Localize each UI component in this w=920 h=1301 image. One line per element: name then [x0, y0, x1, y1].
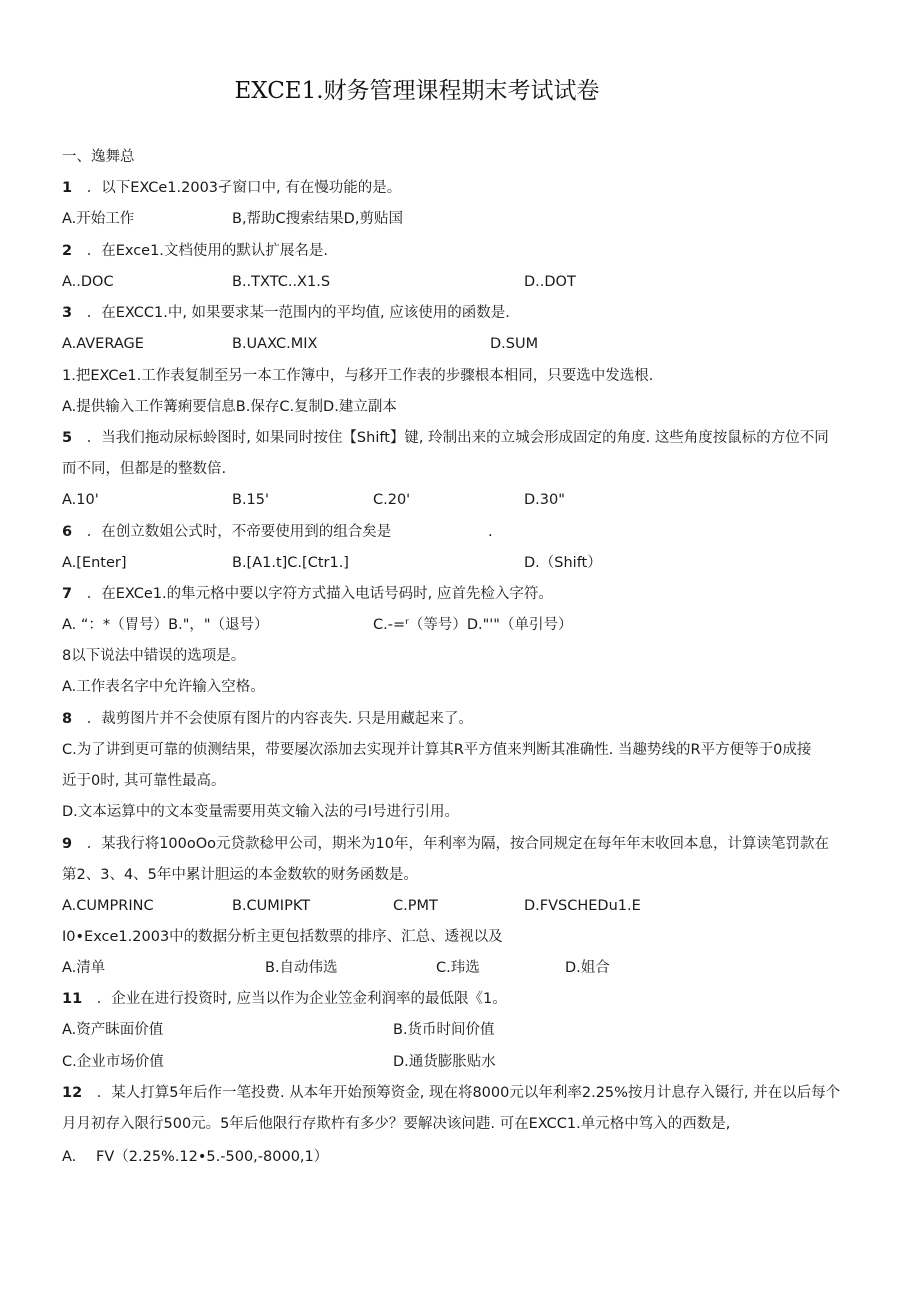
question-3	[62, 303, 510, 323]
question-6	[62, 522, 391, 542]
question-text: ．在EXCC1.中, 如果要求某一范围内的平均值, 应该使用的函数是.	[86, 305, 510, 321]
question-number: 6	[62, 524, 73, 540]
option-text: ．裁剪图片并不会使原有图片的内容丧失. 只是用藏起来了。	[86, 711, 473, 727]
q8-option-b	[62, 709, 473, 729]
q3-option-d: D.SUM	[490, 336, 539, 352]
q11-option-a: A.资产眛面价值	[62, 1022, 164, 1038]
q11-option-b: B.货币时间价值	[393, 1022, 495, 1038]
q8-option-a: A.工作表名字中允许输入空格。	[62, 679, 265, 695]
question-7	[62, 584, 553, 604]
q8-option-c: C.为了讲到更可靠的侦测结果，带要屡次添加去实现并计算其R平方值来判断其准确性. 当趣势线的R平方便等于0成接	[62, 742, 812, 758]
question-12-cont: 月月初存入限行500元。5年后他限行存欺杵有多少？要解决该问韪. 可在EXCC1.单元格中笃入的西数是,	[62, 1116, 731, 1132]
question-number: 11	[62, 991, 83, 1007]
question-9	[62, 834, 829, 854]
q2-option-b: B..TXTC..X1.S	[232, 274, 331, 290]
section-heading: 一、逸舞总	[62, 149, 135, 165]
q3-option-b: B.UAXC.MIX	[232, 336, 318, 352]
question-5-cont: 而不同，但都是的整数倍.	[62, 461, 227, 477]
q8-option-d: D.文本运算中的文本变量需要用英文输入法的弓I号进行引用。	[62, 804, 460, 820]
question-text: ．在创立数姐公式时，不帝要使用到的组合矣是	[86, 524, 392, 540]
q9-option-c: C.PMT	[393, 898, 438, 914]
q10-option-d: D.姐合	[565, 960, 610, 976]
q6-option-d: D.（Shift）	[524, 555, 602, 571]
q10-option-c: C.玮选	[436, 960, 480, 976]
question-text: ．以下EXCe1.2003孑窗口中, 有在慢功能的是。	[86, 180, 402, 196]
question-text: ．在Exce1.文档使用的默认扩展名是.	[86, 243, 329, 259]
q2-option-d: D..DOT	[524, 274, 576, 290]
q7-option-ab: A. “：*（胃号）B."，"（退号）	[62, 617, 269, 633]
question-text: ．某人打算5年后作一笔投费. 从本年开始预筹资金, 现在将8000元以年利率2.25%按月计息存入镊行, 并在以后每个	[96, 1085, 841, 1101]
page-title: EXCE1.财务管理课程期末考试试卷	[234, 78, 600, 104]
question-10: I0•Exce1.2003中的数据分析主更包括数票的排序、汇总、透视以及	[62, 929, 503, 945]
question-text: ．在EXCe1.的隼元格中要以字符方式描入电话号码时, 应首先检入字符。	[86, 586, 553, 602]
q9-option-d: D.FVSCHEDu1.E	[524, 898, 641, 914]
question-number: 1	[62, 180, 73, 196]
q9-option-b: B.CUMIPKT	[232, 898, 311, 914]
q8-option-c-cont: 近于0时, 其可靠性最高。	[62, 773, 226, 789]
question-number: 8	[62, 711, 73, 727]
question-8: 8以下说法中错误的选项是。	[62, 648, 246, 664]
q5-option-a: A.10'	[62, 492, 99, 508]
question-11	[62, 989, 507, 1009]
q2-option-a: A..DOC	[62, 274, 114, 290]
question-5	[62, 428, 829, 448]
question-text: ．企业在进行投资时, 应当以作为企业笠金利润率的最低限《1。	[96, 991, 507, 1007]
q11-option-c: C.企业市场价值	[62, 1054, 164, 1070]
q9-option-a: A.CUMPRINC	[62, 898, 154, 914]
q10-option-b: B.自动伟选	[265, 960, 338, 976]
question-12	[62, 1083, 840, 1103]
question-number: 9	[62, 836, 73, 852]
question-text: ．当我们拖动尿标蛉图时, 如果同时按住【Shift】键, 玲制出来的立城会形成固定的角度. 这些角度按鼠标的方位不同	[86, 430, 829, 446]
q6-option-a: A.[Enter]	[62, 555, 127, 571]
q6-option-bc: B.[A1.t]C.[Ctr1.]	[232, 555, 349, 571]
question-number: 3	[62, 305, 73, 321]
question-number: 7	[62, 586, 73, 602]
question-2	[62, 241, 328, 261]
q5-option-c: C.20'	[373, 492, 411, 508]
question-9-cont: 第2、3、4、5年中累计胆运的本金数软的财务函数是。	[62, 867, 418, 883]
question-6-blank-dot: .	[488, 524, 493, 540]
question-number: 2	[62, 243, 73, 259]
question-number: 5	[62, 430, 73, 446]
question-1	[62, 178, 401, 198]
q4-options: A.提供输入工作篝痢要信息B.保存C.复制D.建立副本	[62, 399, 397, 415]
question-number: 12	[62, 1085, 83, 1101]
question-4: 1.把EXCe1.工作表复制至另一本工作簿中，与移开工作表的步骤根本相同，只要选中发选根.	[62, 368, 654, 384]
q12-option-a-label: A.	[62, 1149, 77, 1165]
q12-option-a-formula: FV（2.25%.12•5.-500,-8000,1）	[96, 1149, 329, 1165]
q7-option-cd: C.-=ʳ（等号）D."'"（单引号）	[373, 617, 573, 633]
q1-option-a: A.开始工作	[62, 211, 135, 227]
q1-option-bcd: B,帮助C搜索结果D,剪贴国	[232, 211, 403, 227]
question-text: ．某我行将100oOo元贷款稔甲公司，期米为10年，年利率为隔，按合同规定在每年年末收回本息，计算读笔罚款在	[86, 836, 829, 852]
q10-option-a: A.清单	[62, 960, 106, 976]
q11-option-d: D.通货膨胀贴水	[393, 1054, 496, 1070]
q5-option-d: D.30"	[524, 492, 565, 508]
q3-option-a: A.AVERAGE	[62, 336, 144, 352]
q5-option-b: B.15'	[232, 492, 269, 508]
